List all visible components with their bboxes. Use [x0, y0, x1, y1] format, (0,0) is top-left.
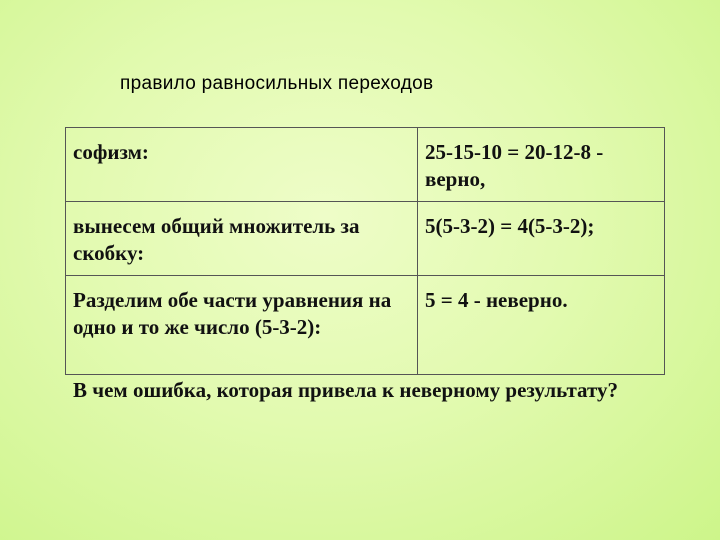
row-equation: 5(5-3-2) = 4(5-3-2); [418, 202, 665, 276]
sophism-table [65, 127, 665, 375]
row-label: вынесем общий множитель за скобку: [66, 202, 418, 276]
row-equation: 5 = 4 - неверно. [418, 276, 665, 375]
table-row [66, 202, 665, 276]
table-row [66, 276, 665, 375]
row-label: Разделим обе части уравнения на одно и то же число (5-3-2): [66, 276, 418, 375]
slide-title: правило равносильных переходов [120, 73, 434, 94]
row-label: софизм: [66, 128, 418, 202]
row-equation: 25-15-10 = 20-12-8 - верно, [418, 128, 665, 202]
question-text: В чем ошибка, которая привела к неверному результату? [73, 378, 619, 402]
table-row [66, 128, 665, 202]
